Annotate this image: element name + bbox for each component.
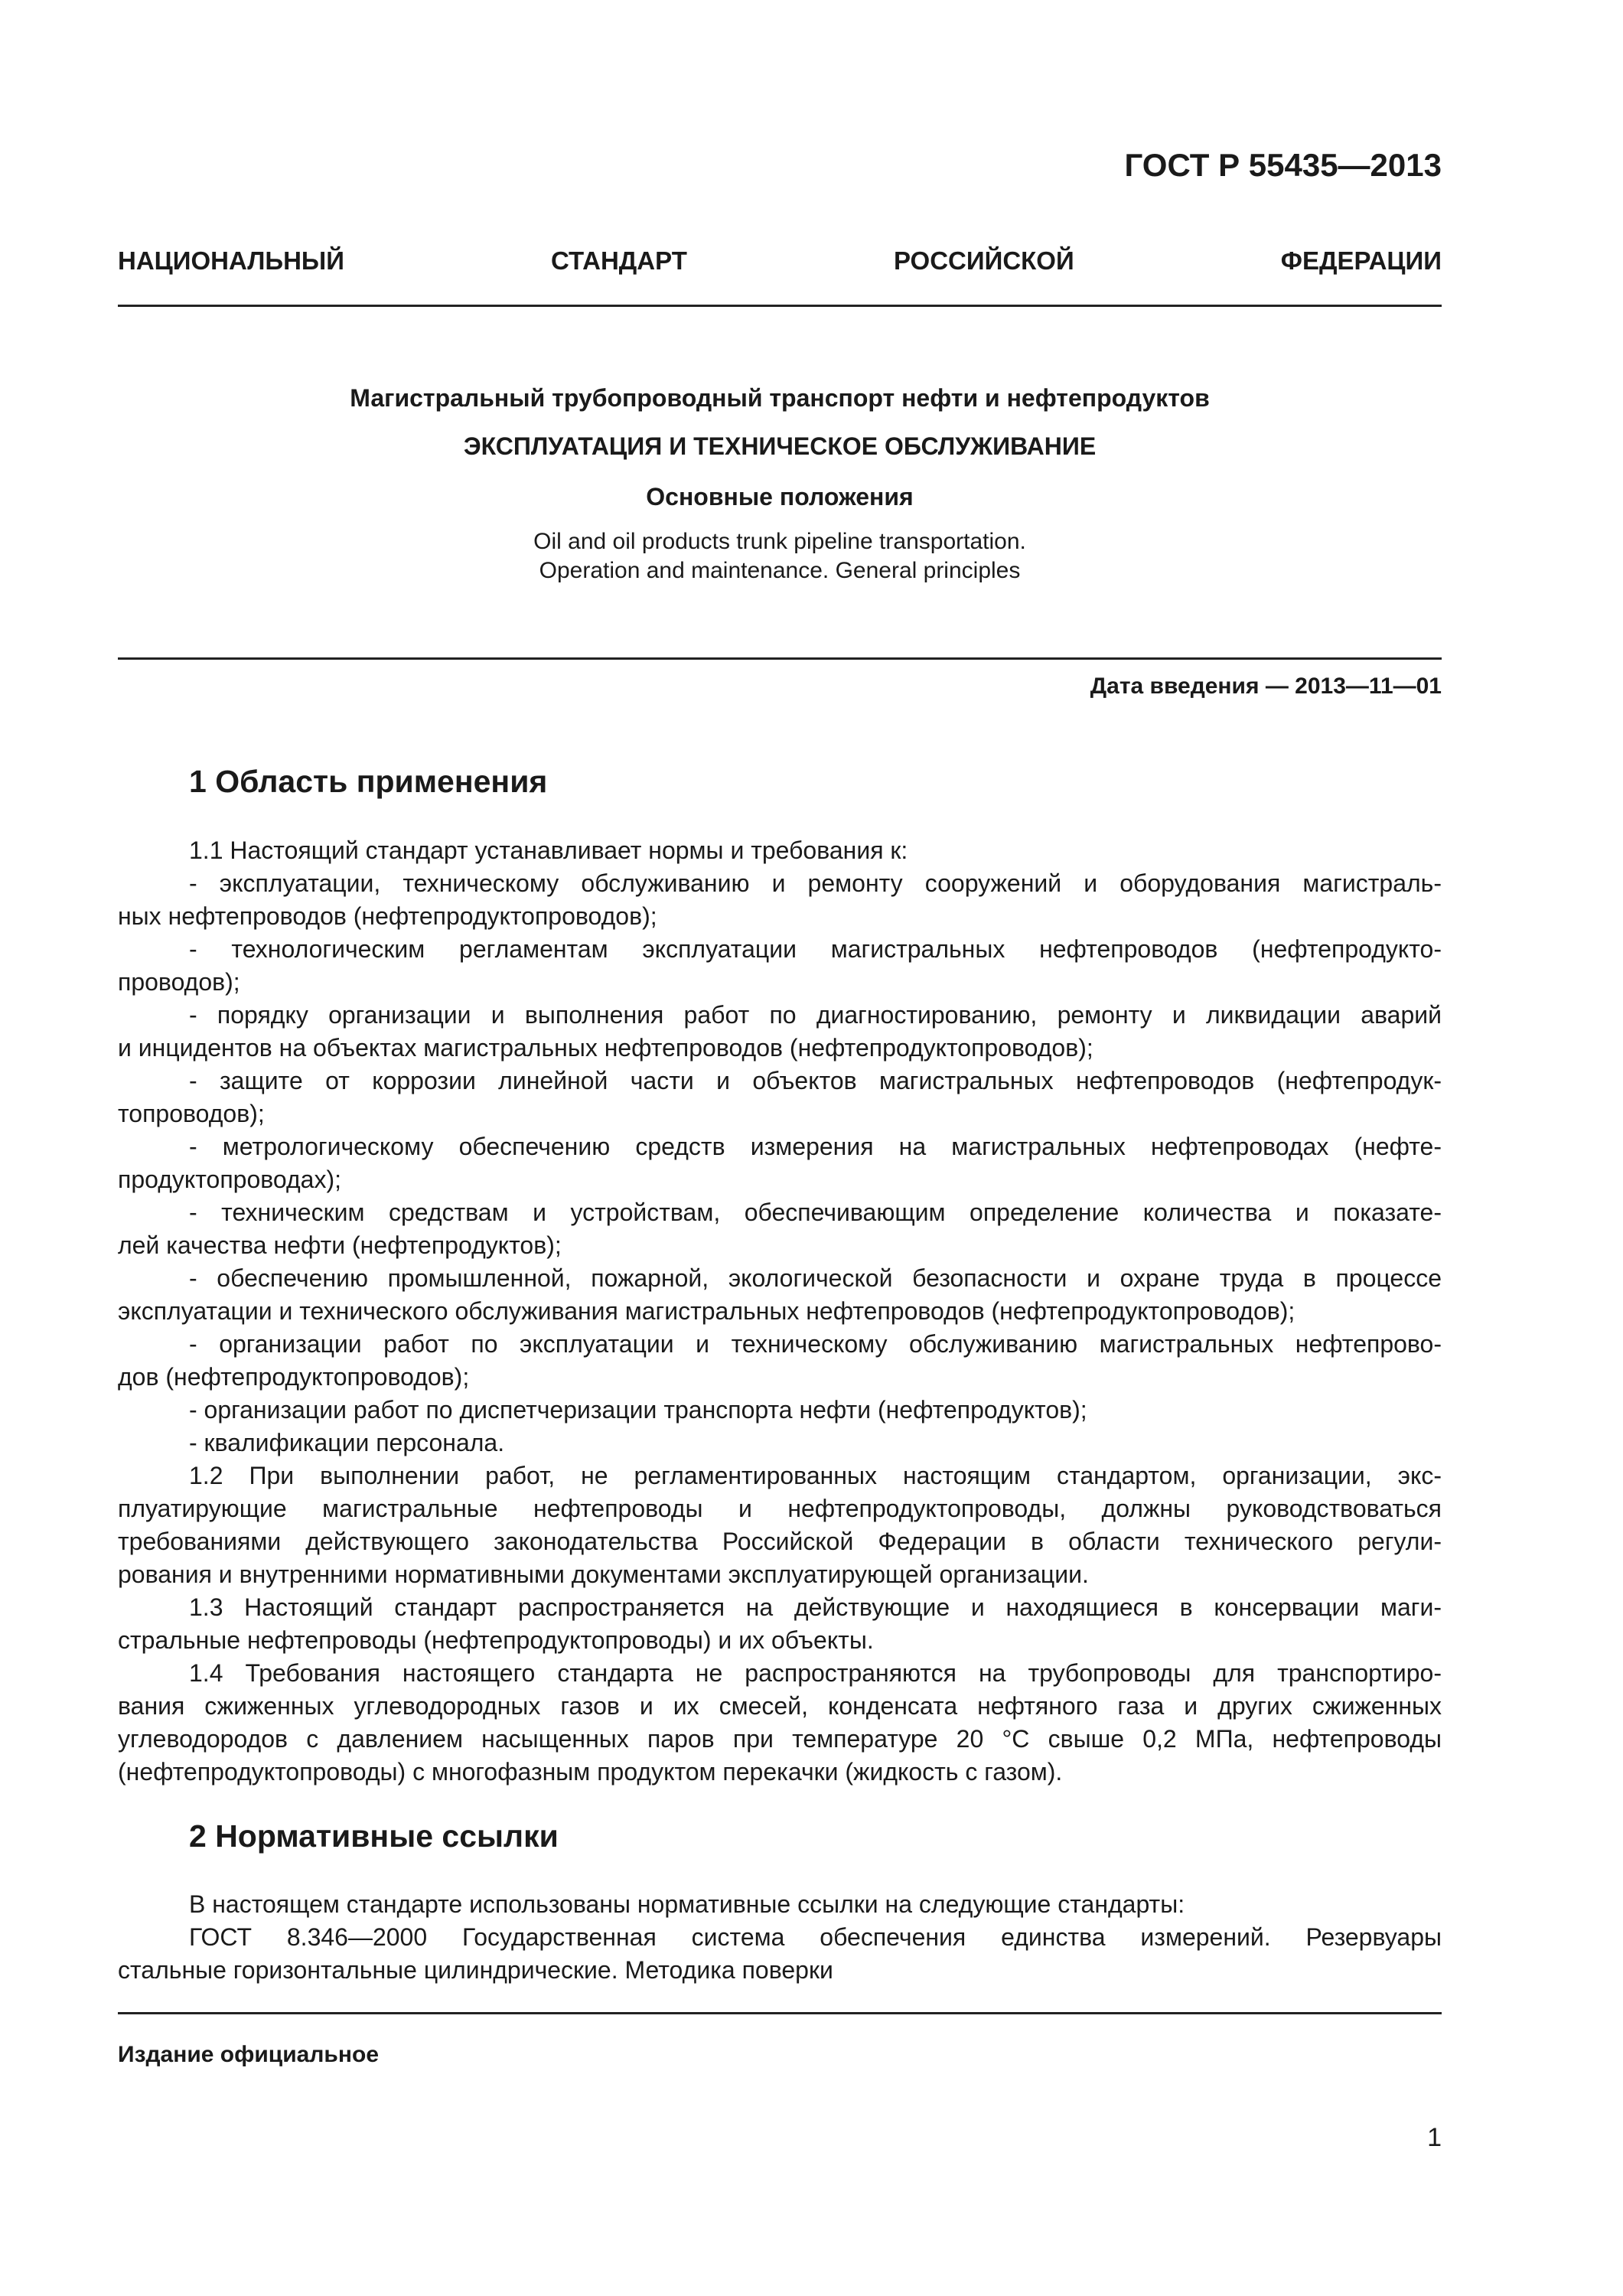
text-line: - метрологическому обеспечению средств измерения на магистральных нефтепроводах (нефте- [189, 1133, 1442, 1160]
document-code: ГОСТ Р 55435—2013 [1124, 147, 1442, 183]
paragraph [118, 1459, 1442, 1591]
text-line: - организации работ по эксплуатации и техническому обслуживанию магистральных нефтепрово- [189, 1330, 1442, 1358]
paragraph [118, 1065, 1442, 1130]
paragraph [118, 1427, 1442, 1459]
text-line: - обеспечению промышленной, пожарной, экологической безопасности и охране труда в процессе [189, 1264, 1442, 1292]
banner-word: НАЦИОНАЛЬНЫЙ [118, 246, 344, 275]
text-line: ных нефтепроводов (нефтепродуктопроводов); [118, 902, 657, 930]
text-line: 1.2 При выполнении работ, не регламентированных настоящим стандартом, организации, экс- [189, 1462, 1442, 1489]
text-line: вания сжиженных углеводородных газов и их смесей, конденсата нефтяного газа и других сжиженных [118, 1692, 1442, 1720]
title-line-2: ЭКСПЛУАТАЦИЯ И ТЕХНИЧЕСКОЕ ОБСЛУЖИВАНИЕ [463, 432, 1097, 460]
paragraph [118, 834, 1442, 867]
paragraph [118, 1130, 1442, 1196]
text-line: проводов); [118, 968, 240, 996]
divider [118, 2012, 1442, 2014]
banner-word: СТАНДАРТ [551, 246, 687, 275]
introduction-date: Дата введения — 2013—11—01 [1090, 673, 1442, 699]
text-line: плуатирующие магистральные нефтепроводы и нефтепродуктопроводы, должны руководствоваться [118, 1495, 1442, 1522]
paragraph [118, 933, 1442, 999]
title-line-1: Магистральный трубопроводный транспорт нефти и нефтепродуктов [350, 384, 1210, 412]
text-line: - порядку организации и выполнения работ по диагностированию, ремонту и ликвидации аварий [189, 1001, 1442, 1029]
text-line: - защите от коррозии линейной части и объектов магистральных нефтепроводов (нефтепродук- [189, 1067, 1442, 1094]
text-line: стральные нефтепроводы (нефтепродуктопроводы) и их объекты. [118, 1626, 874, 1654]
official-edition-label: Издание официальное [118, 2042, 380, 2067]
text-line: лей качества нефти (нефтепродуктов); [118, 1231, 562, 1259]
english-title-1: Oil and oil products trunk pipeline transportation. [533, 529, 1026, 554]
paragraph [118, 1394, 1442, 1427]
text-line: 1.3 Настоящий стандарт распространяется на действующие и находящиеся в консервации маги- [189, 1593, 1442, 1621]
paragraph [118, 1921, 1442, 1987]
text-line: - квалификации персонала. [189, 1429, 505, 1456]
text-line: и инцидентов на объектах магистральных нефтепроводов (нефтепродуктопроводов); [118, 1034, 1093, 1062]
text-line: стальные горизонтальные цилиндрические. Методика поверки [118, 1956, 833, 1984]
text-line: - техническим средствам и устройствам, обеспечивающим определение количества и показате- [189, 1199, 1442, 1226]
banner-word: ФЕДЕРАЦИИ [1280, 246, 1442, 275]
text-line: (нефтепродуктопроводы) с многофазным продуктом перекачки (жидкость с газом). [118, 1758, 1063, 1786]
text-line: В настоящем стандарте использованы нормативные ссылки на следующие стандарты: [189, 1890, 1185, 1918]
text-line: дов (нефтепродуктопроводов); [118, 1363, 470, 1391]
text-line: топроводов); [118, 1100, 265, 1127]
divider [118, 657, 1442, 660]
text-line: - эксплуатации, техническому обслуживанию и ремонту сооружений и оборудования магистраль- [189, 869, 1442, 897]
text-line: 1.4 Требования настоящего стандарта не распространяются на трубопроводы для транспортиро- [189, 1659, 1442, 1687]
english-title-2: Operation and maintenance. General principles [539, 558, 1021, 583]
divider [118, 305, 1442, 307]
text-line: требованиями действующего законодательства Российской Федерации в области технического регули- [118, 1528, 1442, 1555]
paragraph [118, 1196, 1442, 1262]
text-line: эксплуатации и технического обслуживания магистральных нефтепроводов (нефтепродуктопроводов); [118, 1297, 1295, 1325]
page-number: 1 [1427, 2123, 1442, 2152]
text-line: 1.1 Настоящий стандарт устанавливает нормы и требования к: [189, 837, 908, 864]
banner-word: РОССИЙСКОЙ [893, 246, 1074, 275]
text-line: рования и внутренними нормативными документами эксплуатирующей организации. [118, 1561, 1089, 1588]
section-1-body [118, 834, 1442, 1789]
text-line: углеводородов с давлением насыщенных паров при температуре 20 °С свыше 0,2 МПа, нефтепроводы [118, 1725, 1442, 1753]
national-standard-banner [118, 246, 1442, 276]
text-line: - организации работ по диспетчеризации транспорта нефти (нефтепродуктов); [189, 1396, 1087, 1424]
paragraph [118, 1262, 1442, 1328]
paragraph [118, 1591, 1442, 1657]
section-1-heading: 1 Область применения [189, 764, 548, 799]
paragraph [118, 867, 1442, 933]
text-line: продуктопроводах); [118, 1166, 342, 1193]
paragraph [118, 1328, 1442, 1394]
section-2-heading: 2 Нормативные ссылки [189, 1818, 559, 1854]
title-line-3: Основные положения [646, 483, 914, 510]
text-line: - технологическим регламентам эксплуатации магистральных нефтепроводов (нефтепродукто- [189, 935, 1442, 963]
section-2-body [118, 1888, 1442, 1987]
paragraph [118, 1657, 1442, 1789]
paragraph [118, 999, 1442, 1065]
text-line: ГОСТ 8.346—2000 Государственная система обеспечения единства измерений. Резервуары [189, 1923, 1442, 1951]
paragraph [118, 1888, 1442, 1921]
